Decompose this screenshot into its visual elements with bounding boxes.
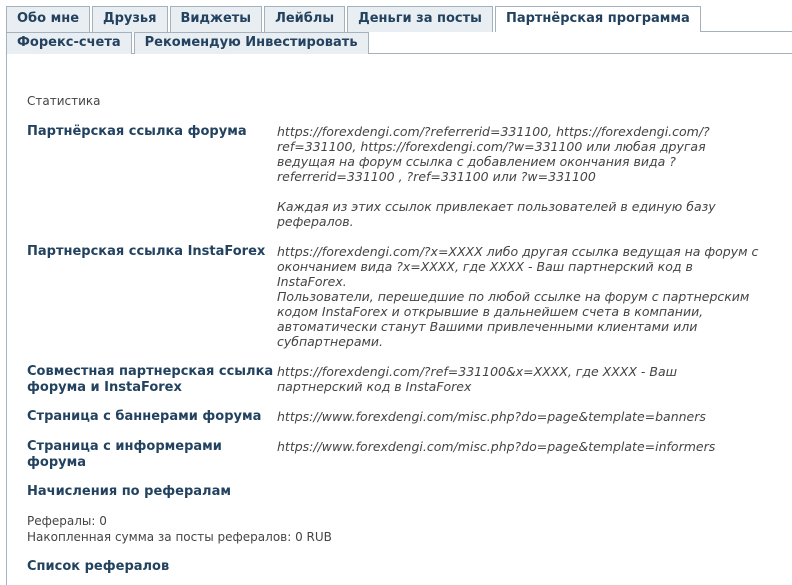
joint-link-label	[27, 364, 277, 396]
joint-link-line: партнерский код в InstaForex	[277, 379, 472, 394]
instaforex-link-line: кодом InstaForex и открывшие в дальнейшем счета в компании,	[277, 304, 704, 319]
tab-partner-program[interactable]: Партнёрская программа	[495, 6, 701, 32]
instaforex-link-line: InstaForex.	[277, 274, 347, 289]
informers-label-line: Страница с информерами	[27, 439, 222, 454]
banners-label: Страница с баннерами форума	[27, 409, 262, 424]
joint-link-label-line: форума и InstaForex	[27, 380, 182, 395]
joint-link-label-line: Совместная партнерская ссылка	[27, 364, 274, 379]
referral-list-heading: Список рефералов	[27, 559, 170, 574]
tab-bar-row2	[6, 32, 371, 54]
panel-border	[689, 31, 792, 32]
accumulated-sum: Накопленная сумма за посты рефералов: 0 RUB	[27, 530, 332, 544]
tab-bar-row1	[6, 6, 703, 32]
joint-link-row	[27, 364, 787, 396]
instaforex-link-line: субпартнерами.	[277, 334, 384, 349]
instaforex-link-label: Партнерская ссылка InstaForex	[27, 244, 266, 259]
forum-link-line: ref=331100, https://forexdengi.com/?w=331100 или любая другая	[277, 139, 706, 154]
instaforex-link-line: Пользователи, перешедшие по любой ссылке на форум с партнерским	[277, 289, 750, 304]
instaforex-link-row	[27, 244, 787, 354]
joint-link-value	[277, 364, 787, 394]
tab-labels[interactable]: Лейблы	[264, 6, 345, 32]
forum-link-note: рефералов.	[277, 214, 354, 229]
forum-link-label: Партнёрская ссылка форума	[27, 124, 247, 139]
informers-link[interactable]: https://www.forexdengi.com/misc.php?do=page&template=informers	[277, 439, 716, 454]
instaforex-link-value	[277, 244, 787, 349]
informers-label-line: форума	[27, 455, 87, 470]
statistics-title: Статистика	[27, 94, 101, 108]
forum-link-line: ведущая на форум ссылка с добавлением окончания вида ?	[277, 154, 676, 169]
banners-link[interactable]: https://www.forexdengi.com/misc.php?do=page&template=banners	[277, 409, 706, 424]
tab-money-for-posts[interactable]: Деньги за посты	[347, 6, 493, 32]
tab-widgets[interactable]: Виджеты	[170, 6, 263, 32]
instaforex-link-line: автоматически станут Вашими привлеченными клиентами или	[277, 319, 698, 334]
forum-link-line: referrerid=331100 , ?ref=331100 или ?w=331100	[277, 169, 596, 184]
referrals-count: Рефералы: 0	[27, 514, 107, 528]
joint-link-line: https://forexdengi.com/?ref=331100&x=XXXX, где XXXX - Ваш	[277, 364, 678, 379]
tab-recommend-invest[interactable]: Рекомендую Инвестировать	[134, 32, 369, 54]
forum-link-spacer	[277, 184, 787, 199]
tab-forex-accounts[interactable]: Форекс-счета	[6, 32, 132, 54]
forum-link-line: https://forexdengi.com/?referrerid=331100, https://forexdengi.com/?	[277, 124, 710, 139]
informers-label	[27, 439, 277, 471]
forum-link-value	[277, 124, 787, 229]
tab-about-me[interactable]: Обо мне	[6, 6, 90, 32]
tab-friends[interactable]: Друзья	[92, 6, 167, 32]
forum-link-note: Каждая из этих ссылок привлекает пользователей в единую базу	[277, 199, 716, 214]
instaforex-link-line: окончанием вида ?x=XXXX, где XXXX - Ваш партнерский код в	[277, 259, 693, 274]
instaforex-link-line: https://forexdengi.com/?x=XXXX либо другая ссылка ведущая на форум с	[277, 244, 759, 259]
banners-row	[27, 409, 787, 427]
informers-row	[27, 439, 787, 471]
forum-link-row	[27, 124, 787, 234]
referral-accruals-heading: Начисления по рефералам	[27, 484, 231, 499]
